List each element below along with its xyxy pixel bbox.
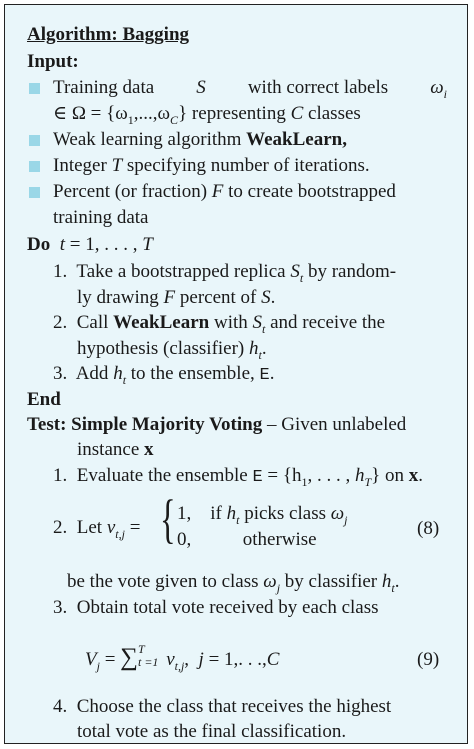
- input-item-percent: Percent (or fraction) F to create bootstrapped: [53, 181, 396, 202]
- step-2: 2. Call WeakLearn with $S_t$ and receive the: [53, 312, 386, 336]
- equation-number-9: (9): [417, 649, 440, 670]
- bullet-square-icon: [29, 135, 40, 146]
- input-item-iterations: Integer T specifying number of iterations.: [53, 155, 370, 176]
- case-2: 0, otherwise: [177, 529, 317, 550]
- equation-9: $V_j$ = ∑ T t =1 $v_{t,j}$, j = 1,. . .,C: [85, 641, 280, 673]
- cases-brace: {: [160, 489, 176, 549]
- test-step-4-cont: total vote as the final classification.: [77, 721, 347, 742]
- test-step-1: 1. Evaluate the ensemble $E = \{h_1$, . . . , $h_T$} on x.: [53, 465, 424, 489]
- algorithm-title: Algorithm: Bagging: [27, 24, 190, 45]
- input-item-weaklearn: Weak learning algorithm WeakLearn,: [53, 129, 347, 150]
- step-1-cont: ly drawing F percent of S.: [77, 287, 276, 308]
- equation-number-8: (8): [417, 518, 440, 539]
- do-line: Do t = 1, . . . , T: [27, 234, 153, 255]
- end-label: End: [27, 389, 61, 410]
- test-step-2: 2. Let $v_{t,j}$ =: [53, 517, 141, 541]
- bullet-square-icon: [29, 161, 40, 172]
- input-item-training-data: Training data S with correct labels $\omega_i$: [53, 77, 447, 101]
- test-line-cont: instance x: [77, 439, 154, 460]
- step-2-cont: hypothesis (classifier) $h_t$.: [77, 338, 267, 362]
- test-step-4: 4. Choose the class that receives the highest: [53, 696, 392, 717]
- test-step-3: 3. Obtain total vote received by each class: [53, 597, 379, 618]
- test-line: Test: Simple Majority Voting – Given unlabeled: [27, 414, 407, 435]
- input-heading: Input:: [27, 51, 79, 72]
- input-item-label-set: ∈ $\Omega = \{\omega_1,...,\omega_C\}$ representing C classes: [53, 103, 361, 127]
- case-1: 1, if $h_t$ picks class $\omega_j$: [177, 503, 348, 527]
- step-1: 1. Take a bootstrapped replica $S_t$ by random-: [53, 261, 397, 285]
- test-step-2-cont: be the vote given to class $\omega_j$ by classifier $h_t$.: [67, 571, 400, 595]
- bullet-square-icon: [29, 187, 40, 198]
- input-item-percent-cont: training data: [53, 207, 149, 228]
- step-3: 3. Add $h_t$ to the ensemble, E.: [53, 363, 275, 387]
- bullet-square-icon: [29, 83, 40, 94]
- algorithm-box: [4, 4, 468, 744]
